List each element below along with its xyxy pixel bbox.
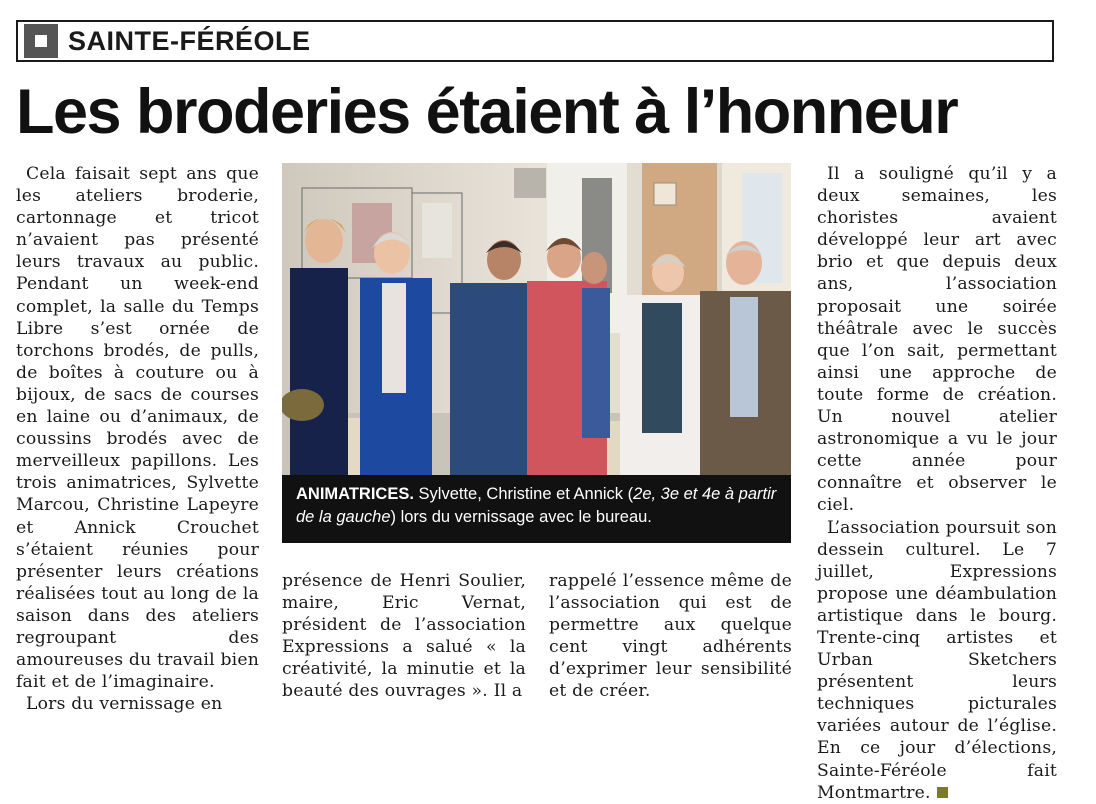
paragraph: Il a souligné qu’il y a deux semaines, les choristes avaient développé leur art avec brio et que depuis deux ans, l’association proposait une soirée théâtrale avec le succès que l’on sait, permettant ainsi une approche de toute forme de création. Un nouvel atelier astronomique a vu le jour cette année pour connaître et observer le ciel. — [817, 164, 1057, 516]
paragraph: rappelé l’essence même de l’association qui est de permettre aux quelque cent vingt adhérents d’exprimer leur sensibilité et de créer. — [549, 571, 792, 702]
caption-italic: 2e, 3e et 4e à partir de la gauche — [296, 485, 777, 526]
caption-text: Sylvette, Christine et Annick ( — [413, 485, 634, 503]
caption-text-end: ) lors du vernissage avec le bureau. — [390, 508, 652, 526]
paragraph-final — [817, 517, 1057, 804]
paragraph-text: L’association poursuit son dessein culturel. Le 7 juillet, Expressions propose une déambulation artistique dans le bourg. Trente-cinq artistes et Urban Sketchers présentent leurs techniques picturales variées autour de l’église. En ce jour d’élections, Sainte-Féréole fait Montmartre. — [817, 517, 1057, 803]
square-bullet-icon — [24, 24, 58, 58]
section-kicker — [16, 20, 1054, 62]
group-photo — [282, 163, 791, 475]
paragraph: Cela faisait sept ans que les ateliers broderie, cartonnage et tricot n’avaient pas présenté leurs travaux au public. Pendant un week-end complet, la salle du Temps Libre s’est ornée de torchons brodés, de pulls, de boîtes à couture ou à bijoux, de sacs de courses en laine ou d’animaux, de coussins brodés avec de merveilleux papillons. Les trois animatrices, Sylvette Marcou, Christine Lapeyre et Annick Crouchet s’étaient réunies pour présenter leurs créations réalisées tout au long de la saison dans des ateliers regroupant des amoureuses du travail bien fait et de l’imaginaire. — [16, 164, 259, 693]
photo-with-caption — [282, 163, 791, 543]
end-of-article-icon — [937, 787, 948, 798]
article-column-3 — [549, 570, 792, 703]
photo-caption — [296, 483, 780, 529]
photo-illustration — [282, 163, 791, 475]
section-label: SAINTE-FÉRÉOLE — [68, 25, 311, 56]
caption-lead: ANIMATRICES. — [296, 485, 414, 503]
paragraph: Lors du vernissage en — [26, 694, 223, 715]
paragraph: présence de Henri Soulier, maire, Eric Vernat, président de l’association Expressions a salué « la créativité, la minutie et la beauté des ouvrages ». Il a — [282, 571, 526, 702]
article-column-2 — [282, 570, 526, 703]
article-column-1 — [16, 163, 259, 715]
headline: Les broderies étaient à l’honneur — [16, 77, 958, 147]
article-column-4 — [817, 163, 1057, 804]
